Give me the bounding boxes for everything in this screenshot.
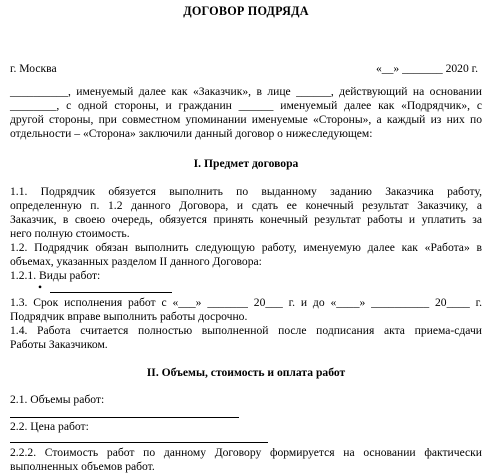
cost-line: 2.2.2. Стоимость работ по данному Договору формируется на основании фактически [10, 446, 482, 459]
section-2-heading: II. Объемы, стоимость и оплата работ [146, 366, 346, 379]
work-type-blank [50, 292, 172, 293]
clause-line: 1.2.1. Виды работ: [10, 269, 101, 282]
preamble-line: ________, с одной стороны, и гражданин ______ именуемый далее как «Подрядчик», с [10, 99, 482, 112]
document-title: ДОГОВОР ПОДРЯДА [183, 4, 309, 18]
contract-city: г. Москва [10, 62, 57, 75]
term-line: 1.3. Срок исполнения работ с «___» _______ 20___ г. и до «____» __________ 20____ г. [10, 296, 482, 309]
completion-line: 1.4. Работа считается полностью выполненной после подписания акта приема-сдачи [10, 324, 482, 337]
clause-line: определенную п. 1.2 данного Договора, и сдать ее конечный результат Заказчику, а [10, 199, 482, 212]
contract-date: «__» _______ 2020 г. [376, 62, 478, 75]
preamble-line: __________, именуемый далее как «Заказчик», в лице ______, действующий на основании [10, 85, 482, 98]
preamble-line: другой стороны, при совместном упоминании именуемые «Стороны», а каждый из них по [10, 113, 482, 126]
completion-line: Работы Заказчиком. [10, 338, 108, 351]
section-1-heading: I. Предмет договора [193, 157, 299, 170]
work-type-bullet: • [38, 281, 43, 294]
preamble-line: отдельности – «Сторона» заключили данный договор о нижеследующем: [10, 127, 373, 140]
price-label: 2.2. Цена работ: [10, 420, 89, 433]
clause-line: него полную стоимость. [10, 227, 130, 240]
early-completion-line: Подрядчик вправе выполнить работы досрочно. [10, 310, 248, 323]
volumes-blank [10, 417, 239, 418]
clause-line: 1.1. Подрядчик обязуется выполнить по выданному заданию Заказчика работу, [10, 185, 482, 198]
clause-line: Заказчик, в своею очередь, обязуется принять конечный результат работы и уплатить за [10, 213, 482, 226]
cost-line: выполненных объемов работ. [10, 460, 155, 473]
clause-line: объемах, указанных разделом II данного Договора: [10, 255, 262, 268]
volumes-label: 2.1. Объемы работ: [10, 393, 105, 406]
price-blank [10, 442, 268, 443]
clause-line: 1.2. Подрядчик обязан выполнить следующую работу, именуемую далее как «Работа» в [10, 241, 482, 254]
